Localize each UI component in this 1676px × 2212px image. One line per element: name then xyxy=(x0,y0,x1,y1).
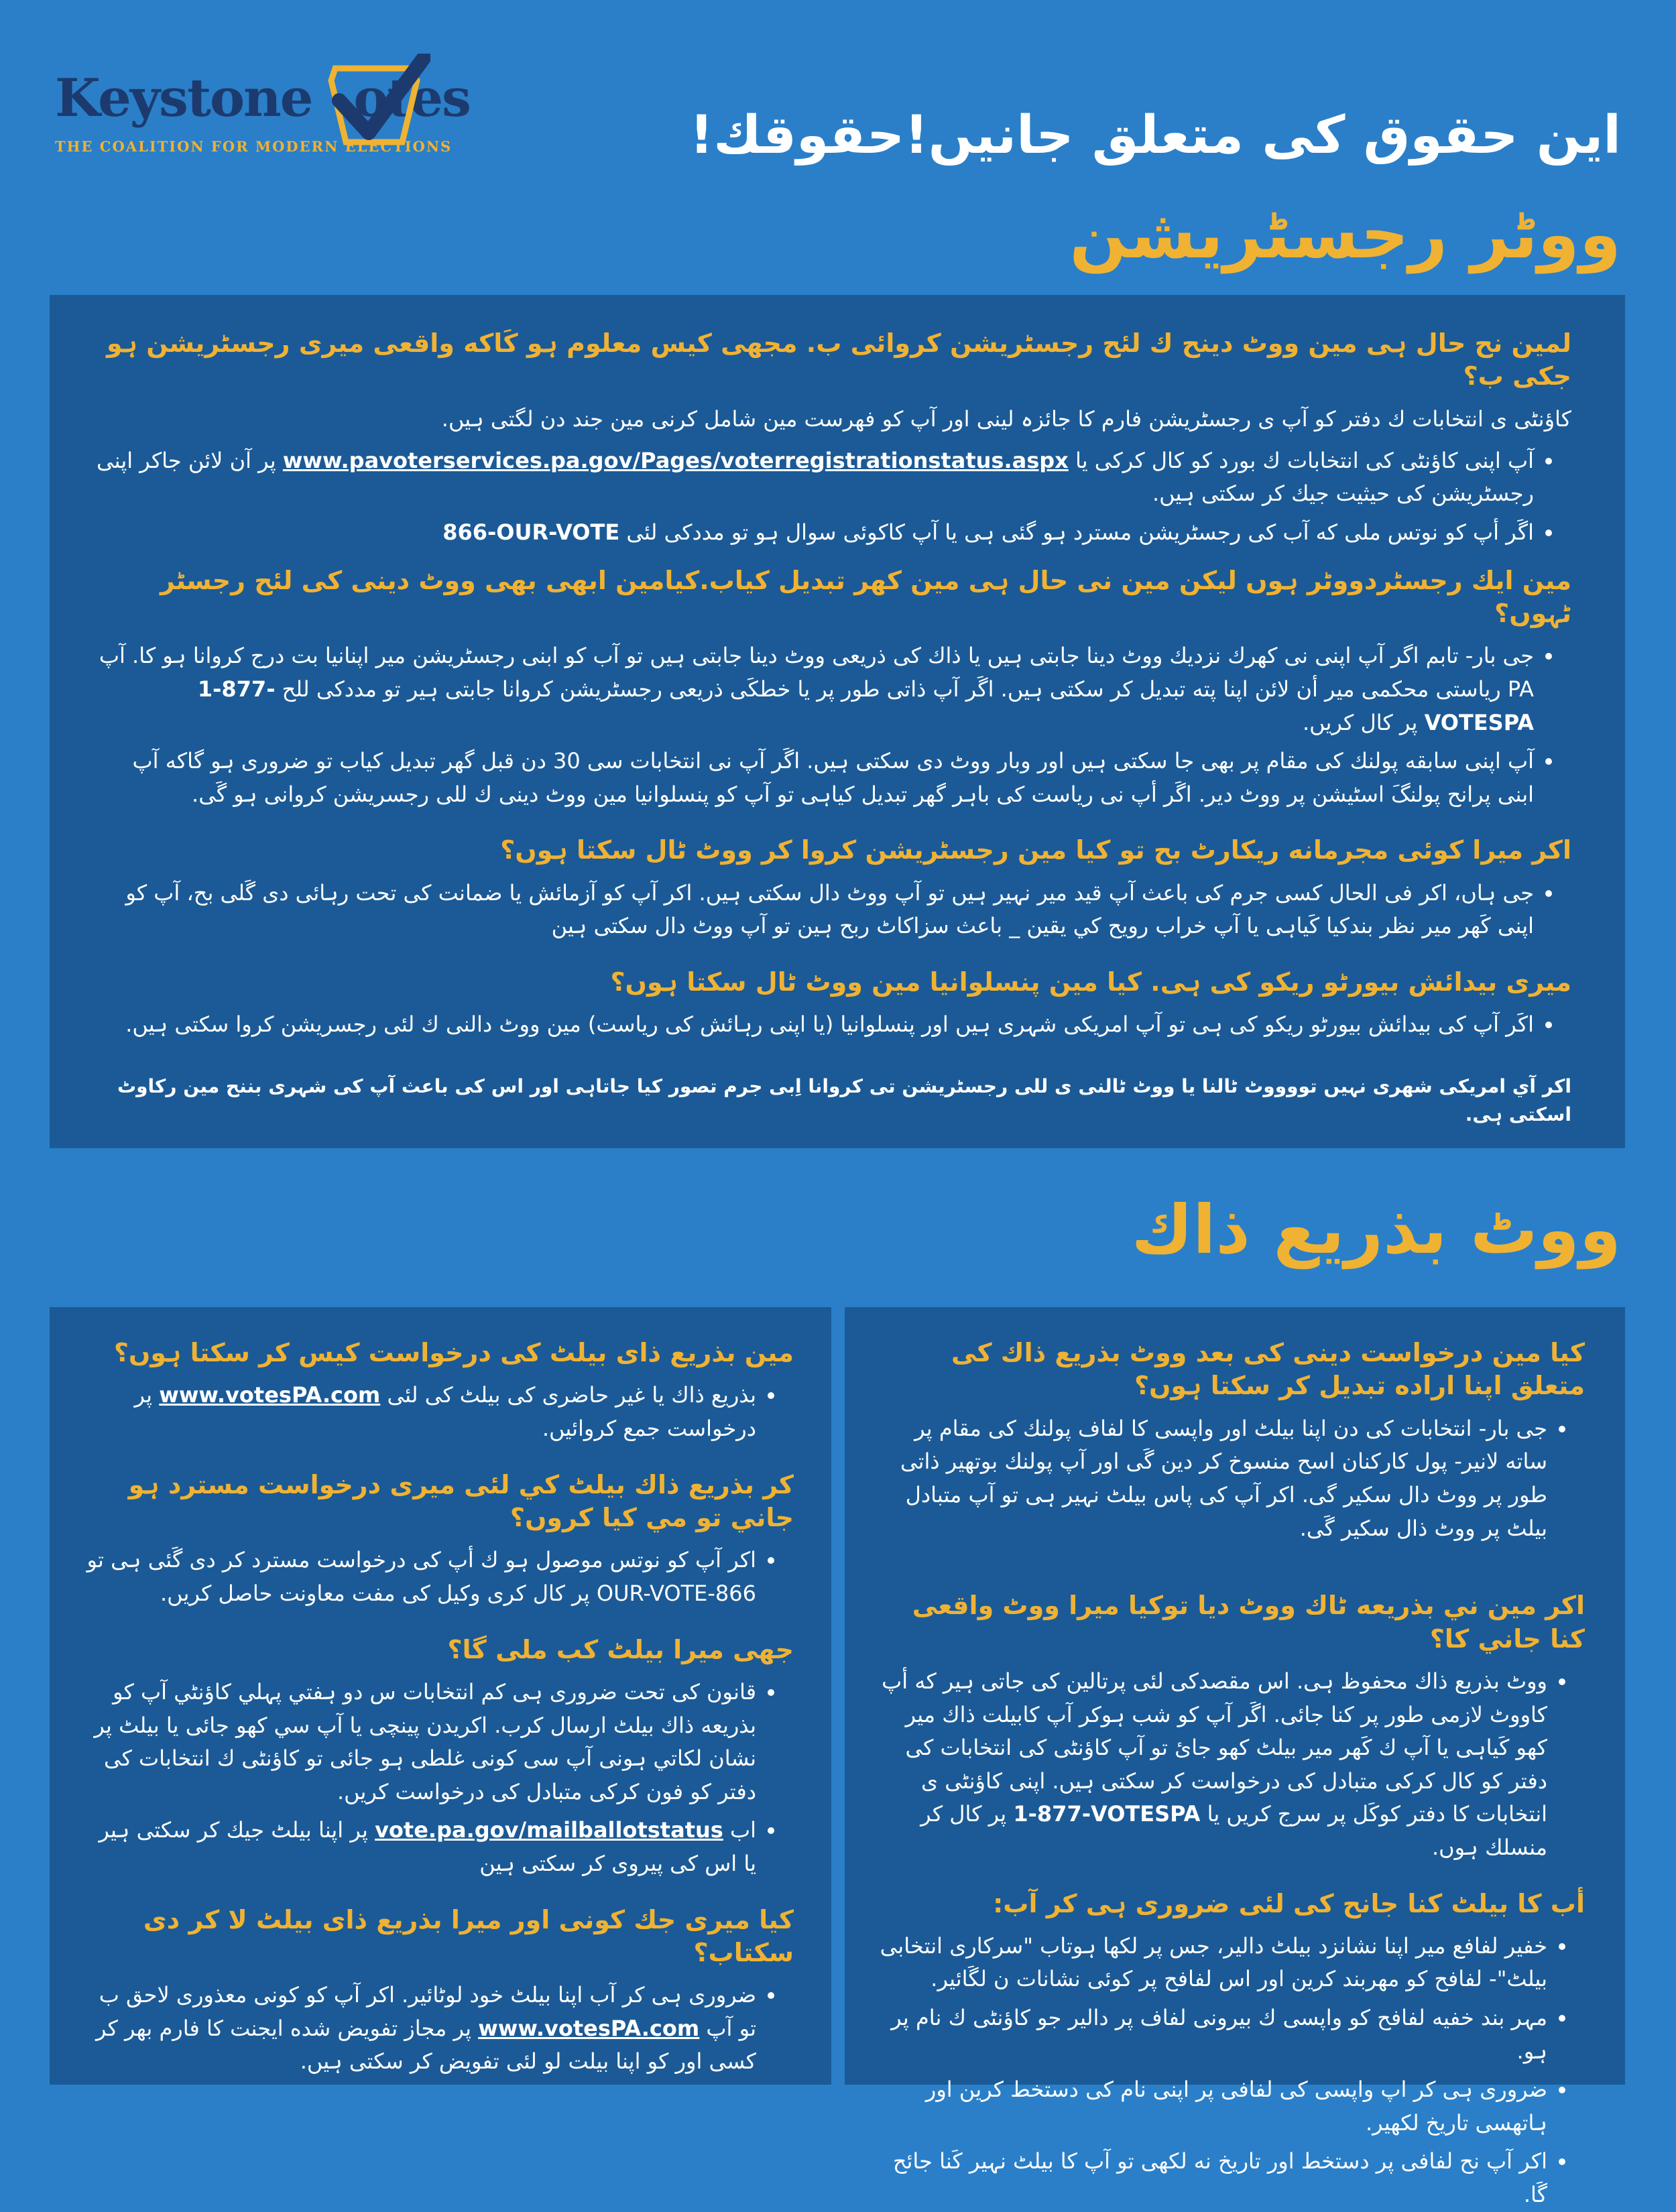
keystone-check-icon xyxy=(316,54,430,147)
question-ballot-requirements: أب کا بيلٹ کنا جانح کی لئی ضروری ہی کر آب: xyxy=(993,1888,1585,1918)
list-item: • اکر آپ کو نوتس موصول ہو ك أپ کی درخواست مسترد کر دی گَئی ہی تو 866-OUR-VOTE پر کال کری وکيل کی مفت معاونت حاصل کريں. xyxy=(83,1544,756,1610)
voter-registration-panel xyxy=(50,295,1625,1148)
question-puerto-rico: ميری بيدائش بيورٹو ريکو کی ہی. کيا مين پنسلوانيا مين ووٹ ٹال سکتا ہوں؟ xyxy=(610,967,1571,997)
phone-number: 866-OUR-VOTE xyxy=(442,519,620,545)
question-vote-counted: اکر مين ني بذريعه ٹاك ووٹ ديا توکيا ميرا ووٹ واقعی کنا جاني کا؟ xyxy=(912,1591,1585,1654)
question-registration-status: لمين نح حال ہی مين ووٹ دينح ك لئح رجسٹريشن کروائی ب. مجھی کيس معلوم ہو کَاکه واقعی ميری رجسٹريشن ہو جکی ب؟ xyxy=(106,328,1571,391)
question-how-to-apply: مين بذريع ذاى بيلٹ کی درخواست کيس کر سکتا ہوں؟ xyxy=(113,1338,794,1367)
answer-list xyxy=(83,1676,794,1881)
list-item: • جی بار- انتخابات کی دن اپنا بيلٹ اور واپسی کا لفاف پولنك کی مقام پر ساته لانير- پول کارکنان اسح منسوخ کر دين گَی اور آپ پولنك بوتهير ذاتی طور پر ووٹ دال سکير گی. اکر آپ کی پاس بيلٹ نہير ہی تو آپ متبادل بيلٹ پر ووٹ ذال سکير گَی. xyxy=(880,1412,1547,1545)
question-moved-home: مين ايك رجسٹردووٹر ہوں ليکن مين نی حال ہی مين کهر تبديل کياب.کيامين ابهی بهی ووٹ دينی کی لئح رجسٹر ٹہوں؟ xyxy=(160,565,1571,628)
list-item: • اکر آپ نح لفافی پر دستخط اور تاريخ نه لکھی تو آپ کا بيلٹ نہير کَنا جائح گَا. xyxy=(880,2145,1547,2211)
list-item: • ضروری ہی کر آب اپنا بيلٹ خود لوٹائير. اکر آپ کو کونی معذوری لاحق ب تو آپ www.votesPA.com پر مجاز تفويض شده ايجنت کا فارم بهر کر کسی اور کو اپنا بيلت لو لئی تفويض کر سکتی ہيں. xyxy=(83,1979,756,2079)
question-application-rejected: کر بذريع ذاك بيلٹ کي لئی ميری درخواست مسترد ہو جاني تو مي کيا کروں؟ xyxy=(128,1469,794,1532)
answer-list xyxy=(880,1665,1585,1865)
list-item: • جی ہاں، اکر فی الحال کسی جرم کی باعث آپ قيد مير نہير ہيں تو آپ ووٹ دال سکتی ہيں. اکر آپ کو آزمائش يا ضمانت کی تحت رہائی دی گَلی بح، آپ کو اپنی کَهر مير نظر بندکيا کَياہی يا آپ خراب رويح کي يقين _ باعث سزاکاٹ ربح ہين تو آپ ووٹ دال سکتی ہين xyxy=(97,877,1534,943)
list-item: • جی بار- تابم اگر آپ اپنی نی کهرك نزديك ووٹ دينا جابتی ہيں يا ذاك کی ذريعی ووٹ دينا جابتی ہيں تو آب کو ابنی رجسٹريشن مير اپنانيا بت درج کروانا ہو کا. آپ PA رياستی محکمی مير أن لائن اپنا پته تبديل کر سکتی ہيں. اگَر آپ ذاتی طور پر يا خطکَی ذريعی رجسٹريشن کروانا جابتی ہير تو مددکی للح 1-877-VOTESPA پر کال کريں. xyxy=(97,639,1534,739)
page-title: اين حقوق کی متعلق جانيں!حقوقك! xyxy=(689,105,1621,166)
list-item: • اکَر آپ کی بيدائش بيورٹو ريکو کی ہی تو آپ امريکی شہری ہيں اور پنسلوانيا (يا اپنی رہائش کی رياست) مين ووٹ دالنی ك لئی رجسريشن کروا سکتی ہيں. xyxy=(97,1008,1534,1042)
logo-wordmark: Keystone otes xyxy=(55,68,470,129)
answer-list xyxy=(97,639,1571,811)
list-item: • قانون کی تحت ضروری ہی کم انتخابات س دو ہفتي پہلي کاؤنٹي آپ کو بذريعه ذاك بيلٹ ارسال کرب. اکريدن پينچی يا آپ سي کهو جائی يا بيلٹ پر نشان لکاتي ہونی آپ سی کونی غلطی ہو جائی تو کاؤنٹی ك انتخابات کی دفتر کو فون کرکی متبادل کی درخواست کريں. xyxy=(83,1676,756,1808)
list-item: • اگَر أپ کو نوتس ملی که آب کی رجسٹريشن مسترد ہو گئی ہی يا آپ کاکوئی سوال ہو تو مددکی لئی 866-OUR-VOTE xyxy=(97,516,1534,550)
section-title-vote-by-mail: ووٹ بذريع ذاك xyxy=(1131,1190,1621,1269)
answer-list xyxy=(880,1412,1585,1545)
answer-list xyxy=(83,1379,794,1445)
votespa-link[interactable]: www.votesPA.com xyxy=(478,2015,700,2041)
answer-list xyxy=(880,1930,1585,2212)
logo-tagline: THE COALITION FOR MODERN ELECTIONS xyxy=(55,138,453,155)
list-item: • ضروری ہی کر اپ واپسی کی لفافی پر اپنی نام کی دستخط کرين اور ہاتهسی تاريخ لکهير. xyxy=(880,2073,1547,2140)
answer-list xyxy=(83,1979,794,2079)
list-item: • خفير لفافع مير اپنا نشانزد بيلٹ دالير، جس پر لکها ہوتاب "سرکاری انتخابی بيلٹ"- لفافح کو مهربند کرين اور اس لفافح پر کوئی نشانات ن لگَائير. xyxy=(880,1930,1547,1996)
phone-number: 1-877-VOTESPA xyxy=(197,676,1534,735)
answer-list xyxy=(83,1544,794,1610)
phone-number: 1-877-VOTESPA xyxy=(1013,1801,1201,1827)
citizenship-note: اکر آي امريکی شهری نہيں تووووٹ ٹالنا يا ووٹ ٹالنی ی للی رجسٹريشن تی کروانا اِبی جرم تصور کيا جاتاہی اور اس کی باعث آپ کی شہری بننح مين رکاوٹ اسکتی ہی. xyxy=(117,1074,1571,1125)
answer-list xyxy=(97,877,1571,943)
list-item: • ووٹ بذريع ذاك محفوظ ہی. اس مقصدکی لئی پرتالين کی جاتی ہير که أپ کاووٹ لازمی طور پر کنا جائی. اگَر آپ کو شب ہوکر آپ کابيلت ذاك مير کهو کَياہی يا آپ ك کَهر مير بيلٹ کهو جائ تو آپ کاؤنٹی کی انتخابات کی دفتر کو کال کرکی متبادل کی درخواست کر سکتی ہيں. اپنی کاؤنٹی ی انتخابات کا دفتر کوکَل پر سرج کريں يا 1-877-VOTESPA پر کال کر منسلك ہوں. xyxy=(880,1665,1547,1865)
vote-by-mail-right-panel xyxy=(845,1307,1625,2208)
question-criminal-record: اکر ميرا کوئی مجرمانه ريکارٹ بح تو کيا مين رجسٹريشن کروا کر ووٹ ٹال سکتا ہوں؟ xyxy=(500,835,1571,865)
list-item: • آپ اپنی سابقه پولنك کی مقام پر بهی جا سکتی ہيں اور وبار ووٹ دی سکتی ہيں. اگَر آپ نی انتخابات سی 30 دن قبل گهر تبديل کياب تو ضروری ہو گاکه آپ ابنی پرانح پولنگَ اسٹيشن پر ووٹ دير. اگَر أپ نی رياست کی باہر گھر تبديل کياہی تو آپ کو پنسلوانيا مين ووٹ دينی ك للی رجسريشن کروانی ہو گَی. xyxy=(97,745,1534,811)
keystone-votes-logo xyxy=(55,68,470,155)
question-when-ballot-arrives: جهی ميرا بيلٹ کب ملی گا؟ xyxy=(447,1634,794,1664)
list-item: • اب vote.pa.gov/mailballotstatus پر اپنا بيلٹ جيك کر سکتی ہير يا اس کی پيروی کر سکتی ہين xyxy=(83,1814,756,1880)
section-title-voter-registration: ووٹر رجسٹريشن xyxy=(1069,195,1621,273)
mail-ballot-status-link[interactable]: vote.pa.gov/mailballotstatus xyxy=(375,1817,723,1843)
answer-list xyxy=(97,444,1571,550)
list-item: • مہر بند خفيه لفافح کو واپسی ك بيرونی لفاف پر دالير جو کاؤنٹی ك نام پر ہو. xyxy=(880,2002,1547,2068)
list-item: • بذريع ذاك يا غير حاضری کی بيلٹ کی لئی www.votesPA.com پر درخواست جمع کروائيں. xyxy=(83,1379,756,1445)
voter-registration-status-link[interactable]: www.pavoterservices.pa.gov/Pages/voterregistrationstatus.aspx xyxy=(282,447,1069,473)
answer-text: کاؤنٹی ی انتخابات ك دفتر کو آپ ی رجسٹريشن فارم کا جائزہ لينی اور آپ کو فهرست مين شامل کرنی مين جند دن لگتی ہيں. xyxy=(441,406,1571,432)
list-item: • آپ اپنی کاؤنٹی کی انتخابات ك بورد کو کال کرکی يا www.pavoterservices.pa.gov/Pages/voterregistrationstatus.aspx پر آن لائن جاکر اپنی رجسٹريشن کی حيثيت جيك کر سکتی ہيں. xyxy=(97,444,1534,511)
votespa-link[interactable]: www.votesPA.com xyxy=(159,1382,381,1408)
vote-by-mail-left-panel xyxy=(50,1307,831,2085)
question-change-mind: کيا مين درخواست دينی کی بعد ووٹ بذريع ذاك کی متعلق اپنا اراده تبديل کر سکتا ہوں؟ xyxy=(951,1338,1585,1401)
question-someone-else-return: کيا ميری جك کونی اور ميرا بذريع ذاى بيلٹ لا کر دی سکتاب؟ xyxy=(143,1904,794,1967)
answer-list xyxy=(97,1008,1571,1042)
